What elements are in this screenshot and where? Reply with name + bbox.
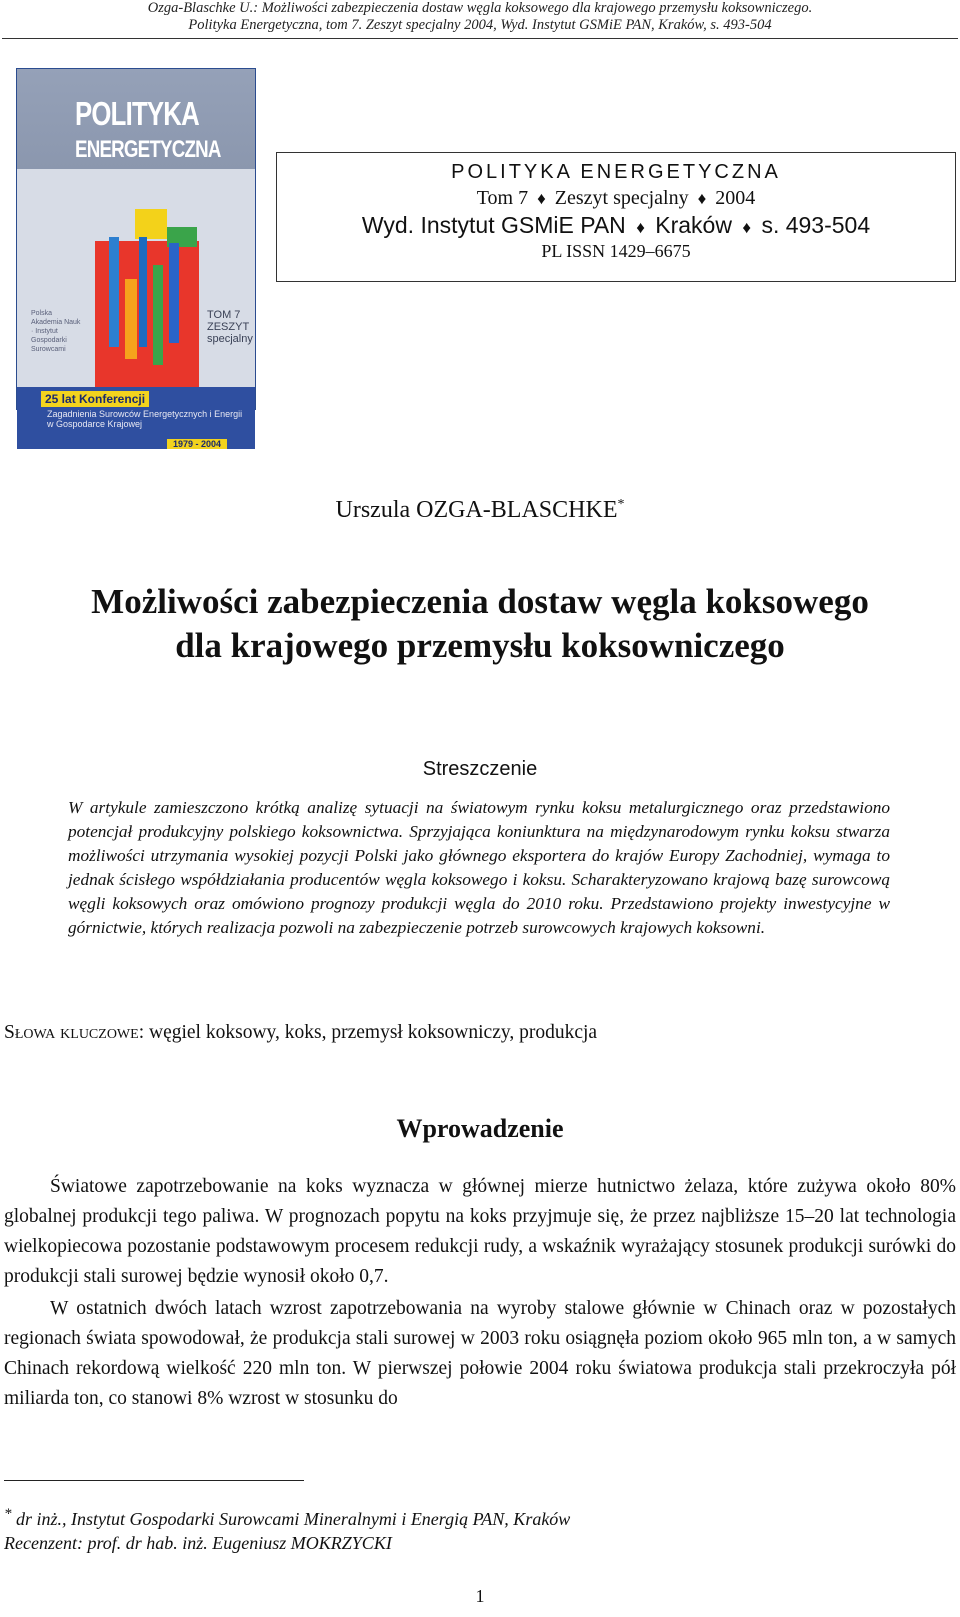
- cover-anniversary: 25 lat Konferencji: [41, 391, 149, 407]
- footnote-affiliation-line: [4, 1502, 944, 1531]
- journal-issue: Zeszyt specjalny: [554, 187, 689, 209]
- footnote: [4, 1502, 944, 1555]
- journal-volume: Tom 7: [476, 187, 529, 209]
- body-paragraph-1: Światowe zapotrzebowanie na koks wyznacza w głównej mierze hutnictwo żelaza, które zużywa około 80% globalnej produkcji tego paliwa. W prognozach popytu na koks przyjmuje się, że przez najbliższe 15–20 lat technologia wielkopiecowa pozostanie podstawowym procesem redukcji rudy, a wskaźnik wyrażający stosunek produkcji surówki do produkcji stali surowej będzie wynosił około 0,7.: [4, 1176, 956, 1287]
- paper-title: [0, 580, 960, 668]
- header-divider: [2, 38, 958, 39]
- running-header-line-2: Polityka Energetyczna, tom 7. Zeszyt specjalny 2004, Wyd. Instytut GSMiE PAN, Kraków, s. 493-504: [188, 17, 772, 33]
- journal-cover-image: [16, 68, 256, 449]
- journal-year: 2004: [715, 187, 756, 209]
- cover-title-line-2: ENERGETYCZNA: [75, 136, 221, 163]
- journal-publisher-line: [277, 212, 955, 239]
- journal-pages: s. 493-504: [761, 212, 871, 238]
- journal-publisher: Wyd. Instytut GSMiE PAN: [361, 212, 626, 238]
- cover-title-line-1: POLITYKA: [75, 95, 199, 132]
- diamond-separator: ♦: [636, 218, 645, 237]
- keywords-line: Słowa kluczowe: węgiel koksowy, koks, przemysł koksowniczy, produkcja: [4, 1022, 598, 1043]
- running-header: [0, 0, 960, 34]
- journal-issn: PL ISSN 1429–6675: [541, 241, 691, 261]
- author-name: Urszula OZGA-BLASCHKE: [335, 497, 618, 523]
- footnote-reviewer: Recenzent: prof. dr hab. inż. Eugeniusz MOKRZYCKI: [4, 1533, 392, 1553]
- cover-conference: Zagadnienia Surowców Energetycznych i Energii w Gospodarce Krajowej: [47, 409, 243, 429]
- cover-volume-label: TOM 7 ZESZYT specjalny: [207, 309, 253, 345]
- running-header-line-1: Ozga-Blaschke U.: Możliwości zabezpieczenia dostaw węgla koksowego dla krajowego przemysłu koksowniczego.: [147, 0, 813, 16]
- footnote-mark: *: [4, 1506, 12, 1522]
- diamond-separator: ♦: [697, 189, 707, 208]
- diamond-separator: ♦: [537, 189, 546, 208]
- author-footnote-mark: *: [617, 497, 625, 512]
- cover-years: 1979 - 2004: [167, 439, 227, 449]
- journal-city: Kraków: [655, 212, 732, 238]
- footnote-affiliation: dr inż., Instytut Gospodarki Surowcami Mineralnymi i Energią PAN, Kraków: [16, 1509, 571, 1529]
- footnote-divider: [4, 1480, 304, 1481]
- cover-side-text: Polska Akademia Nauk · Instytut Gospodarki Surowcami: [31, 310, 81, 353]
- body-paragraph-2: W ostatnich dwóch latach wzrost zapotrzebowania na wyroby stalowe głównie w Chinach oraz w pozostałych regionach świata spowodował, że produkcja stali surowej w 2003 roku osiągnęła poziom około 965 mln ton, a w samych Chinach rekordową wielkość 220 mln ton. W pierwszej połowie 2004 roku światowa produkcja stali przekroczyła pół miliarda ton, co stanowi 8% wzrost w stosunku do: [4, 1298, 956, 1409]
- journal-volume-line: [277, 187, 955, 210]
- section-heading: Wprowadzenie: [396, 1114, 564, 1143]
- author-line: [0, 497, 960, 524]
- keywords-label: Słowa kluczowe: [4, 1022, 139, 1043]
- diamond-separator: ♦: [742, 218, 752, 237]
- journal-info-box: [276, 152, 956, 282]
- keywords-text: węgiel koksowy, koks, przemysł koksowniczy, produkcja: [149, 1022, 598, 1043]
- cover-artwork: [17, 69, 255, 409]
- page-number: 1: [475, 1586, 485, 1606]
- paper-title-line-1: Możliwości zabezpieczenia dostaw węgla koksowego: [91, 582, 869, 621]
- abstract-heading: Streszczenie: [422, 758, 538, 780]
- paper-title-line-2: dla krajowego przemysłu koksowniczego: [175, 626, 785, 665]
- journal-name: POLITYKA ENERGETYCZNA: [451, 161, 781, 183]
- abstract-text: W artykule zamieszczono krótką analizę sytuacji na światowym rynku koksu metalurgicznego oraz przedstawiono potencjał produkcyjny polskiego koksownictwa. Sprzyjająca koniunktura na międzynarodowym rynku koksu stwarza możliwości utrzymania wysokiej pozycji Polski jako głównego eksportera do krajów Europy Zachodniej, wymaga to jednak ścisłego współdziałania producentów węgla koksowego i koksu. Scharakteryzowano krajową bazę surowcową węgli koksowych oraz omówiono prognozy produkcji węgla do 2010 roku. Przedstawiono projekty inwestycyjne w górnictwie, których realizacja pozwoli na zabezpieczenie potrzeb surowcowych krajowych koksowni.: [68, 798, 890, 937]
